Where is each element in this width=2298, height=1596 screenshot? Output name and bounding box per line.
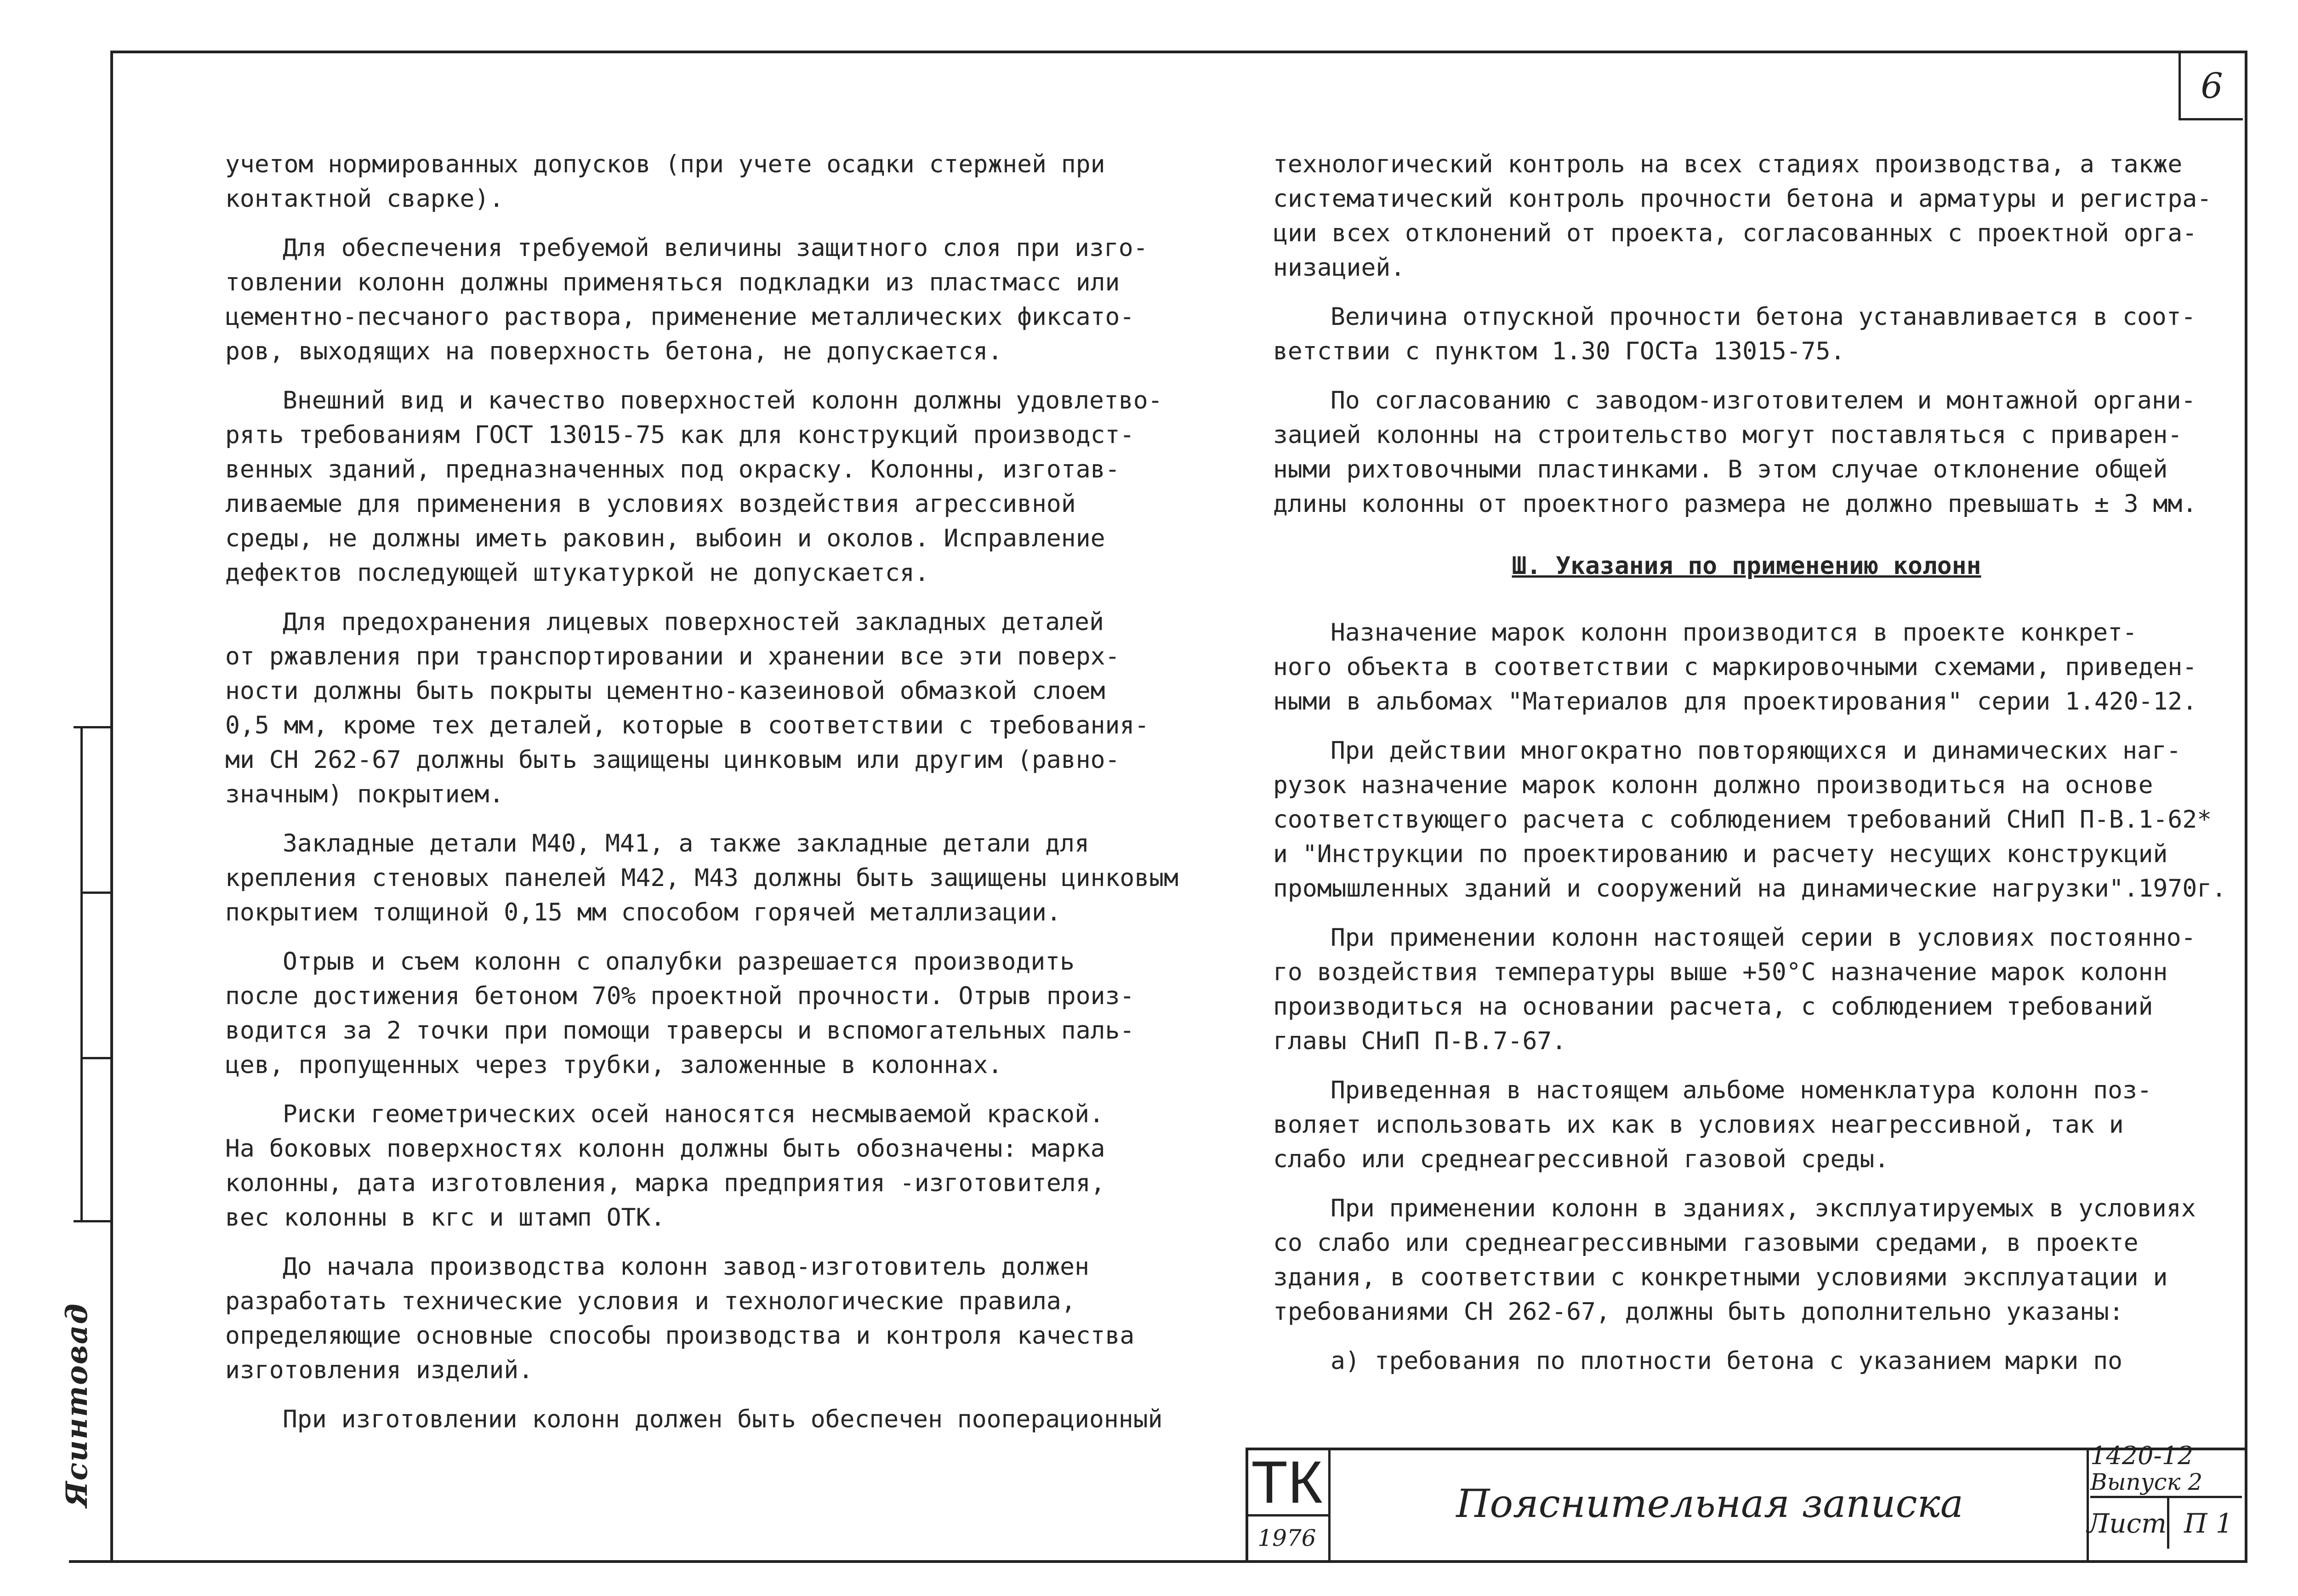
title-block-series: 1420-12 bbox=[2090, 1441, 2194, 1470]
paragraph: Величина отпускной прочности бетона устанавливается в соот- ветствии с пунктом 1.30 ГОСТа 13015-75. bbox=[1273, 303, 2196, 365]
right-text-column bbox=[1273, 147, 2227, 1393]
sheet-number-box: 6 bbox=[2179, 51, 2243, 120]
paragraph: а) требования по плотности бетона с указанием марки по bbox=[1331, 1347, 2123, 1375]
title-block-issue: Выпуск 2 bbox=[2090, 1468, 2242, 1498]
paragraph: Назначение марок колонн производится в проекте конкрет- ного объекта в соответствии с маркировочными схемами, приведен- ными в альбомах "Материалов для проектирования" серии 1.420-12. bbox=[1273, 619, 2197, 716]
side-signature: Ясинтовад bbox=[60, 1303, 94, 1507]
paragraph: технологический контроль на всех стадиях производства, а также систематический контроль прочности бетона и арматуры и регистра- ции всех отклонений от проекта, согласованных с проектной орга- низацией. bbox=[1273, 150, 2212, 282]
right-column-top-paragraphs bbox=[1273, 147, 2220, 521]
paragraph: По согласованию с заводом-изготовителем и монтажной органи- зацией колонны на строительство могут поставляться с приварен- ными рихтовочными пластинками. В этом случае отклонение общей длины колонны от проектного размера не должно превышать ± 3 мм. bbox=[1273, 386, 2197, 518]
frame-right-border bbox=[2245, 51, 2247, 1562]
side-binding-tick bbox=[80, 1057, 110, 1059]
right-column-bottom-paragraphs bbox=[1273, 615, 2227, 1378]
frame-top-border bbox=[110, 51, 2247, 53]
title-block-title: Пояснительная записка bbox=[1456, 1481, 1963, 1526]
paragraph: При применении колонн настоящей серии в условиях постоянно- го воздействия температуры выше +50°С назначение марок колонн производиться на основании расчета, с соблюдением требований главы СНиП П-В.7-67. bbox=[1273, 924, 2196, 1055]
paragraph: Внешний вид и качество поверхностей колонн должны удовлетво- рять требованиям ГОСТ 13015-75 как для конструкций производст- венных зданий, предназначенных под окраску. Колонны, изготав- ливаемые для применения в условиях воздействия агрессивной среды, не должны иметь раковин, выбоин и околов. Исправление дефектов последующей штукатуркой не допускается. bbox=[225, 386, 1163, 587]
frame-left-border bbox=[110, 51, 113, 1562]
section-heading: Ш. Указания по применению колонн bbox=[1512, 552, 1981, 580]
title-block-sheet-value: П 1 bbox=[2184, 1508, 2233, 1539]
side-binding-tick bbox=[80, 892, 110, 894]
left-text-column bbox=[225, 147, 1190, 1451]
paragraph: Закладные детали М40, М41, а также закладные детали для крепления стеновых панелей М42, М43 должны быть защищены цинковым покрытием толщиной 0,15 мм способом горячей металлизации. bbox=[225, 829, 1179, 926]
paragraph: При действии многократно повторяющихся и динамических наг- рузок назначение марок колонн должно производиться на основе соответствующего расчета с соблюдением требований СНиП П-В.1-62* и "Инструкции по проектированию и расчету несущих конструкций промышленных зданий и сооружений на динамические нагрузки".1970г. bbox=[1273, 737, 2227, 903]
paragraph: При изготовлении колонн должен быть обеспечен пооперационный bbox=[283, 1405, 1163, 1433]
paragraph: При применении колонн в зданиях, эксплуатируемых в условиях со слабо или среднеагрессивными газовыми средами, в проекте здания, в соответствии с конкретными условиями эксплуатации и требованиями СН 262-67, должны быть дополнительно указаны: bbox=[1273, 1194, 2196, 1326]
side-binding-bracket bbox=[74, 726, 110, 1222]
side-binding-line bbox=[80, 726, 83, 1222]
frame-bottom-border bbox=[69, 1560, 2247, 1563]
title-block-sheet-label: Лист bbox=[2087, 1498, 2169, 1549]
paragraph: Для обеспечения требуемой величины защитного слоя при изго- товлении колонн должны применяться подкладки из пластмасс или цементно-песчаного раствора, применение металлических фиксато- ров, выходящих на поверхность бетона, не допускается. bbox=[225, 234, 1148, 365]
paragraph: Риски геометрических осей наносятся несмываемой краской. На боковых поверхностях колонн должны быть обозначены: марка колонны, дата изготовления, марка предприятия -изготовителя, вес колонны в кгс и штамп ОТК. bbox=[225, 1100, 1105, 1232]
title-block-year: 1976 bbox=[1246, 1516, 1331, 1560]
paragraph: До начала производства колонн завод-изготовитель должен разработать технические условия и технологические правила, определяющие основные способы производства и контроля качества изготовления изделий. bbox=[225, 1253, 1135, 1384]
paragraph: Отрыв и съем колонн с опалубки разрешается производить после достижения бетоном 70% проектной прочности. Отрыв произ- водится за 2 точки при помощи траверсы и вспомогательных паль- цев, пропущенных через трубки, заложенные в колоннах. bbox=[225, 948, 1135, 1079]
paragraph: учетом нормированных допусков (при учете осадки стержней при контактной сварке). bbox=[225, 150, 1105, 213]
paragraph: Для предохранения лицевых поверхностей закладных деталей от ржавления при транспортировании и хранении все эти поверх- ности должны быть покрыты цементно-казеиновой обмазкой слоем 0,5 мм, кроме тех деталей, которые в соответствии с требования- ми СН 262-67 должны быть защищены цинковым или другим (равно- значным) покрытием. bbox=[225, 608, 1149, 808]
paragraph: Приведенная в настоящем альбоме номенклатура колонн поз- воляет использовать их как в условиях неагрессивной, так и слабо или среднеагрессивной газовой среды. bbox=[1273, 1076, 2152, 1173]
title-block-code: ТК bbox=[1246, 1448, 1331, 1516]
